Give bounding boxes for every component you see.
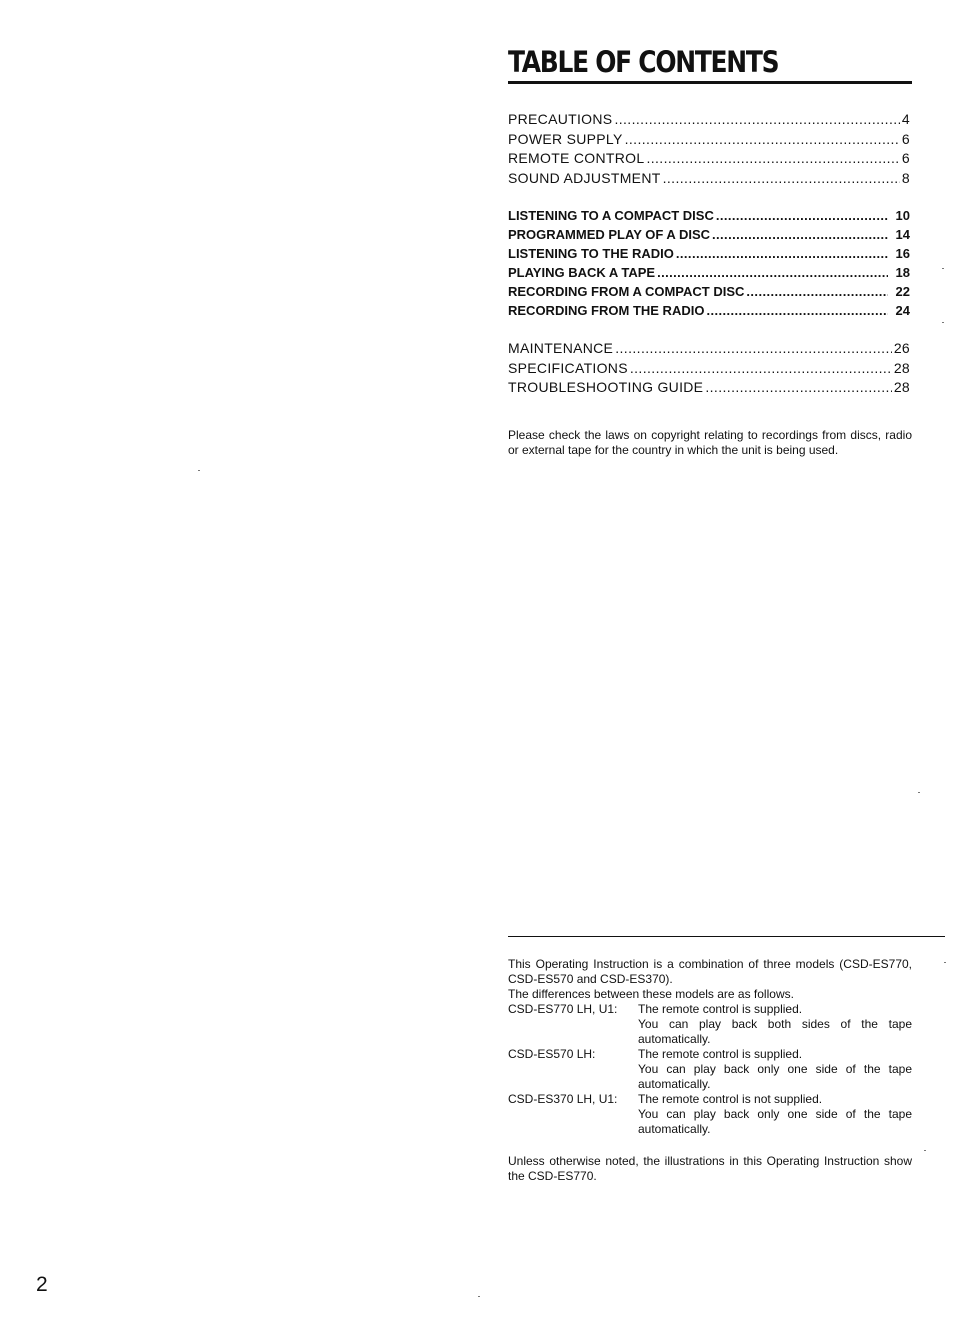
toc-leader-dots [614,110,899,130]
toc-entry[interactable] [508,169,910,189]
toc-entry-page: 8 [901,169,910,186]
model-remote-note: The remote control is supplied. [638,1047,803,1061]
page-number: 2 [36,1273,48,1296]
toc-leader-dots [625,130,900,150]
scan-speck [944,962,946,963]
toc-entry-page: 6 [901,130,910,147]
toc-entry[interactable] [508,149,910,169]
model-remote-note: The remote control is supplied. [638,1002,803,1016]
toc-entry-label: REMOTE CONTROL [508,150,645,166]
model-entry [508,1092,912,1137]
toc-entry-page: 16 [895,246,910,261]
toc-leader-dots [706,301,888,320]
model-tape-note: You can play back only one side of the tape automatically. [638,1107,912,1136]
models-intro: This Operating Instruction is a combination of three models (CSD-ES770, CSD-ES570 and CSD-ES370). [508,957,912,986]
toc-leader-dots [676,244,888,263]
toc-leader-dots [746,282,888,301]
toc-group-reference [508,339,910,398]
toc-leader-dots [716,206,888,225]
section-divider [508,936,945,937]
toc-entry-label: SPECIFICATIONS [508,359,628,376]
model-name: CSD-ES370 LH, U1: [508,1092,618,1106]
toc-leader-dots [615,339,892,359]
toc-leader-dots [657,263,888,282]
toc-entry[interactable] [508,244,910,263]
toc-entry[interactable] [508,130,910,150]
toc-entry-label: POWER SUPPLY [508,130,623,147]
toc-entry[interactable] [508,301,910,320]
toc-entry-page: 6 [901,150,910,166]
toc-entry-label: TROUBLESHOOTING GUIDE [508,379,704,395]
toc-leader-dots [712,225,888,244]
toc-entry-label: SOUND ADJUSTMENT [508,169,661,186]
toc-entry[interactable] [508,339,910,359]
toc-entry-page: 4 [901,111,910,127]
toc-entry[interactable] [508,359,910,379]
scan-speck [924,1150,926,1151]
toc-entry-label: RECORDING FROM A COMPACT DISC [508,284,745,299]
model-remote-note: The remote control is not supplied. [638,1092,823,1106]
scan-speck [198,470,200,471]
toc-entry-label: RECORDING FROM THE RADIO [508,303,705,318]
toc-entry-page: 10 [895,208,910,223]
toc-entry-page: 14 [895,227,910,242]
model-entry [508,1047,912,1092]
toc-leader-dots [663,169,900,189]
toc-group-general [508,110,910,188]
scan-speck [918,792,920,793]
title-underline [508,81,912,84]
toc-entry-page: 26 [893,340,910,356]
toc-entry-label: LISTENING TO THE RADIO [508,246,674,261]
toc-entry[interactable] [508,225,910,244]
model-name: CSD-ES570 LH: [508,1047,596,1061]
model-tape-note: You can play back both sides of the tape automatically. [638,1017,912,1046]
toc-entry-label: LISTENING TO A COMPACT DISC [508,208,714,223]
toc-group-operations [508,206,910,320]
toc-leader-dots [646,149,899,169]
toc-entry-label: PLAYING BACK A TAPE [508,265,656,280]
toc-entry-label: MAINTENANCE [508,340,614,356]
toc-entry[interactable] [508,282,910,301]
scan-speck [478,1296,480,1297]
toc-entry[interactable] [508,206,910,225]
toc-entry[interactable] [508,378,910,398]
model-entry [508,1002,912,1047]
scan-speck [942,322,944,323]
illustration-footnote: Unless otherwise noted, the illustrations in this Operating Instruction show the CSD-ES770. [508,1154,912,1183]
toc-entry-page: 28 [893,379,910,395]
toc-leader-dots [630,359,892,379]
page-title: TABLE OF CONTENTS [508,45,779,79]
toc-entry-page: 24 [895,303,910,318]
copyright-notice: Please check the laws on copyright relating to recordings from discs, radio or external tape for the country in which the unit is being used. [508,428,912,457]
toc-entry[interactable] [508,110,910,130]
model-name: CSD-ES770 LH, U1: [508,1002,618,1016]
scan-speck [942,268,944,269]
toc-leader-dots [705,378,891,398]
toc-entry-label: PRECAUTIONS [508,111,613,127]
model-tape-note: You can play back only one side of the tape automatically. [638,1062,912,1091]
toc-entry-page: 18 [895,265,910,280]
toc-entry-page: 28 [893,359,910,376]
toc-entry[interactable] [508,263,910,282]
toc-entry-page: 22 [895,284,910,299]
models-note [508,957,912,1137]
toc-entry-label: PROGRAMMED PLAY OF A DISC [508,227,711,242]
models-differences: The differences between these models are as follows. [508,987,794,1001]
